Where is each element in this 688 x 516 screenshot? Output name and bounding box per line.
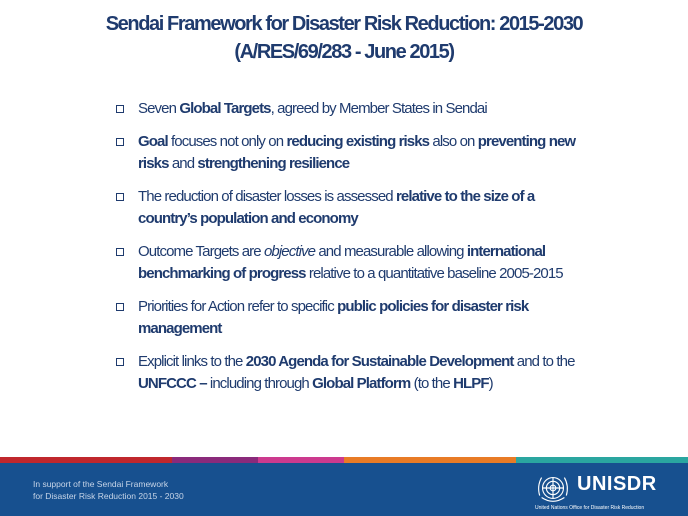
bullet-text-run: 2030 Agenda for Sustainable Development [245, 353, 514, 370]
square-bullet-icon [116, 138, 124, 146]
bullet-text-run: public policies for disaster risk management [138, 298, 529, 337]
footer-line-1: In support of the Sendai Framework [33, 479, 169, 489]
bullet-text-run: international benchmarking of progress [138, 243, 546, 282]
bullet-item [113, 186, 583, 230]
slide-title [0, 10, 688, 66]
bullet-text-run: Goal [138, 133, 168, 150]
bullet-text-run: , agreed by Member States in Sendai [270, 100, 487, 117]
bullet-text-run: Outcome Targets are [138, 243, 264, 260]
bullet-text-run: relative to the size of a country’s population and economy [138, 188, 535, 227]
bullet-text-run: HLPF [453, 375, 489, 392]
square-bullet-icon [116, 358, 124, 366]
square-bullet-icon [116, 303, 124, 311]
bullet-item [113, 241, 583, 285]
bullet-text-run: reducing existing risks [286, 133, 430, 150]
bullet-text-run: strengthening resilience [197, 155, 350, 172]
bullet-text-run: and measurable allowing [315, 243, 467, 260]
footer-line-2: for Disaster Risk Reduction 2015 - 2030 [33, 491, 184, 501]
bullet-text-run: Priorities for Action refer to specific [138, 298, 338, 315]
title-line-1: Sendai Framework for Disaster Risk Reduction: 2015-2030 [105, 13, 583, 35]
bullet-list [113, 98, 583, 406]
bullet-text-run: Global Platform [312, 375, 411, 392]
un-emblem-icon [534, 469, 572, 507]
bullet-text-run: objective [263, 243, 316, 260]
bullet-item [113, 351, 583, 395]
square-bullet-icon [116, 248, 124, 256]
bullet-text-run: Explicit links to the [138, 353, 246, 370]
unisdr-logo-subtitle: United Nations Office for Disaster Risk Reduction [535, 505, 645, 511]
footer-banner [0, 463, 688, 516]
bullet-text-run: and to the [513, 353, 575, 370]
bullet-item [113, 98, 583, 120]
bullet-text-run: The reduction of disaster losses is assessed [138, 188, 396, 205]
bullet-text-run: and [168, 155, 198, 172]
bullet-text-run: Seven [138, 100, 180, 117]
bullet-text-run: (to the [410, 375, 454, 392]
footer-caption [33, 478, 184, 502]
bullet-text-run: ) [488, 375, 493, 392]
bullet-text-run: – [195, 375, 210, 392]
bullet-text-run: Global Targets [179, 100, 271, 117]
bullet-item [113, 296, 583, 340]
bullet-text-run: preventing new risks [138, 133, 576, 172]
bullet-item [113, 131, 583, 175]
bullet-text-run: relative to a quantitative baseline 2005-2015 [305, 265, 563, 282]
bullet-text-run: UNFCCC [138, 375, 196, 392]
bullet-text-run: focuses not only on [167, 133, 287, 150]
title-line-2: (A/RES/69/283 - June 2015) [234, 41, 454, 63]
bullet-text-run: also on [429, 133, 478, 150]
square-bullet-icon [116, 105, 124, 113]
bullet-text-run: including through [209, 375, 313, 392]
square-bullet-icon [116, 193, 124, 201]
unisdr-logo-text: UNISDR [577, 473, 657, 495]
